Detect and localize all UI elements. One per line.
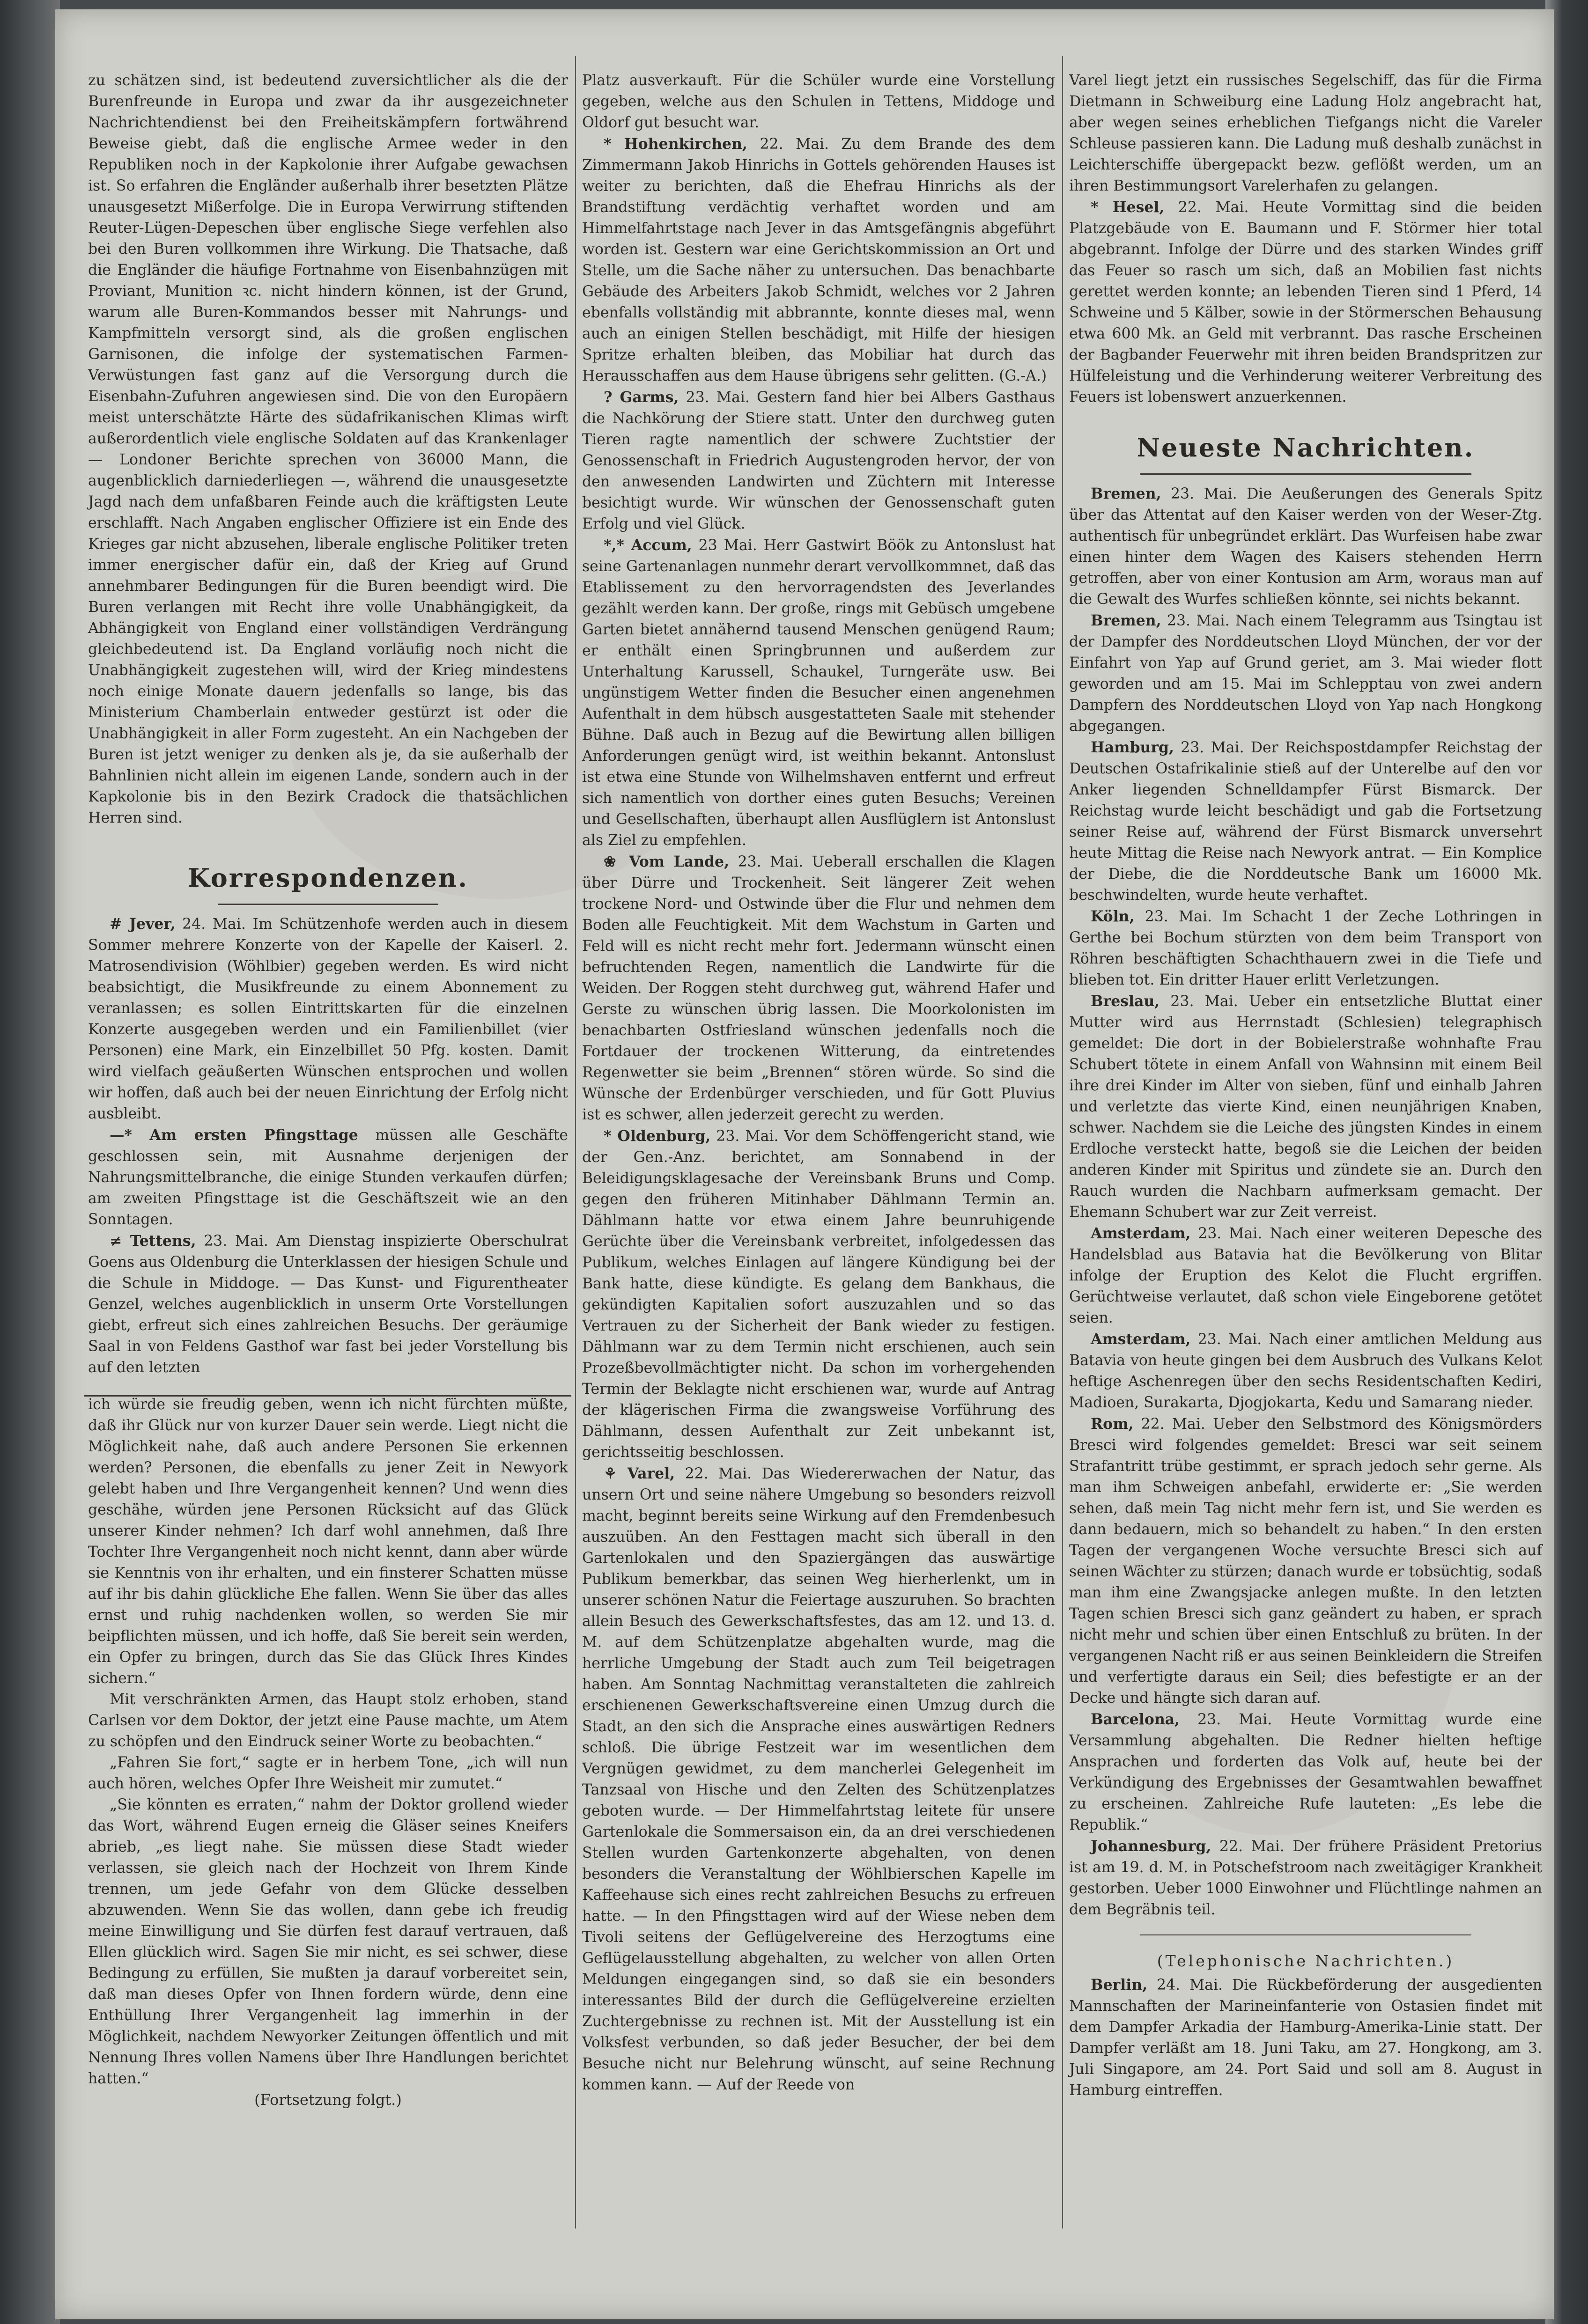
news-item-dateline: Bremen, <box>1091 485 1161 502</box>
news-item <box>582 851 1055 1125</box>
news-item <box>88 913 568 1125</box>
feuilleton-paragraph: Mit verschränkten Armen, das Haupt stolz erhoben, stand Carlsen vor dem Doktor, der jetzt eine Pause machte, um Atem zu schöpfen und den Eindruck seiner Worte zu beobachten.“ <box>88 1691 568 1750</box>
news-item-dateline: ? Garms, <box>604 389 679 406</box>
section-heading-neueste-nachrichten: Neueste Nachrichten. <box>1137 433 1475 463</box>
news-item-dateline: Barcelona, <box>1091 1711 1180 1728</box>
news-item-text: 22. Mai. Zu dem Brande des dem Zimmermann Jakob Hinrichs in Gottels gehörenden Hauses ist weiter zu berichten, daß die Ehefrau Hinrichs als der Brandstiftung verdächtig verhaftet worden und am Himmelfahrtstage nach Jever in das Amtsgefängnis abgeführt worden ist. Gestern war eine Gerichtskommission an Ort und Stelle, um die Sache näher zu untersuchen. Das benachbarte Gebäude des Arbeiters Jakob Schmidt, welches vor 2 Jahren ebenfalls vollständig mit abbrannte, konnte dieses mal, wenn auch an einigen Stellen beschädigt, mit Hilfe der hiesigen Spritze erhalten bleiben, das Mobiliar hat durch das Herausschaffen aus dem Hause übrigens sehr gelitten. (G.-A.) <box>582 136 1056 384</box>
news-item-text: 23. Mai. Am Dienstag inspizierte Oberschulrat Goens aus Oldenburg die Unterklassen der hiesigen Schule und die Schule in Middoge. — Das Kunst- und Figurentheater Genzel, welches augenblicklich in unserm Orte Vorstellungen giebt, erfreut sich eines zahlreichen Besuchs. Der geräumige Saal in von Feldens Gasthof war fast bei jeder Vorstellung bis auf den letzten <box>88 1233 568 1376</box>
news-item-dateline: Bremen, <box>1091 612 1161 629</box>
news-item-dateline: —* Am ersten Pfingsttage <box>110 1126 358 1144</box>
news-item-text: 23. Mai. Der Reichspostdampfer Reichstag der Deutschen Ostafrikalinie stieß auf der Unterelbe auf den vor Anker liegenden Schnelldampfer Fürst Bismarck. Der Reichstag wurde leicht beschädigt und gab die Fortsetzung seiner Reise auf, während der Fürst Bismarck unversehrt heute Mittag die Reise nach Newyork antrat. — Ein Komplice der Diebe, die die Norddeutsche Bank um 16000 Mk. beschwindelten, wurde heute verhaftet. <box>1069 739 1542 904</box>
news-item-dateline: Amsterdam, <box>1091 1331 1191 1348</box>
news-item <box>582 1125 1055 1463</box>
section-heading-telephonische-nachrichten: (Telephonische Nachrichten.) <box>1157 1952 1455 1970</box>
feuilleton-paragraph: ich würde sie freudig geben, wenn ich nicht fürchten müßte, daß ihr Glück nur von kurzer Dauer sein werde. Liegt nicht die Möglichkeit nahe, daß auch andere Personen Sie erkennen werden? Personen, die ebenfalls zu jener Zeit in Newyork gelebt haben und Ihre Vergangenheit kennen? Und wenn dies geschähe, würden jene Personen Rücksicht auf das Glück unserer Kinder nehmen? Ich darf wohl annehmen, daß Ihre Tochter Ihre Vergangenheit noch nicht kennt, dann aber würde sie Kenntnis von ihr erhalten, und ein finsterer Schatten müsse auf ihr bis dahin glückliche Ehe fallen. Wenn Sie über das alles ernst und ruhig nachdenken wollen, so werden Sie mir beipflichten müssen, und ich hoffe, daß Sie bereit sein werden, ein Opfer zu bringen, durch das Sie das Glück Ihres Kindes sichern.“ <box>88 1396 568 1687</box>
news-item-text: 23. Mai. Gestern fand hier bei Albers Gasthaus die Nachkörung der Stiere statt. Unter den durchweg guten Tieren ragte namentlich der schwere Zuchtstier der Genossenschaft in Friedrich Augustengroden hervor, der von den anwesenden Landwirten und Züchtern mit Interesse besichtigt wurde. Wir wünschen der Genossenschaft guten Erfolg und viel Glück. <box>582 389 1055 532</box>
news-item-dateline: Hamburg, <box>1091 739 1174 756</box>
news-item-dateline: Johannesburg, <box>1091 1838 1211 1855</box>
news-item-dateline: * Hesel, <box>1091 199 1165 216</box>
news-item <box>582 70 1055 133</box>
news-item-text: 23. Mai. Nach einer weiteren Depesche des Handelsblad aus Batavia hat die Bevölkerung von Blitar infolge der Eruption des Kelot die Flucht ergriffen. Gerüchtweise verlautet, daß schon viele Eingeborene getötet seien. <box>1069 1225 1542 1326</box>
sub-rule <box>1140 1934 1471 1935</box>
news-item-dateline: # Jever, <box>110 915 176 933</box>
news-item-text: 24. Mai. Die Rückbeförderung der ausgedienten Mannschaften der Marineinfanterie von Ostasien findet mit dem Dampfer Arkadia der Hamburg-Amerika-Linie statt. Der Dampfer verläßt am 18. Juni Taku, am 27. Hongkong, am 3. Juli Singapore, am 24. Port Said und soll am 8. August in Hamburg eintreffen. <box>1069 1977 1542 2099</box>
page-binding-edge <box>0 0 60 2324</box>
news-item <box>1069 610 1542 737</box>
news-item <box>1069 1223 1542 1329</box>
news-item <box>1069 1709 1542 1836</box>
news-item <box>1069 906 1542 991</box>
news-item <box>88 1125 568 1230</box>
news-item-dateline: Rom, <box>1091 1415 1134 1433</box>
feuilleton-paragraph: „Sie könnten es erraten,“ nahm der Doktor grollend wieder das Wort, während Eugen erneig die Gläser seines Kneifers abrieb, „es liegt nahe. Sie müssen diese Stadt wieder verlassen, sie gleich nach der Hochzeit von Ihrem Kinde trennen, um jede Gefahr von dem Glücke desselben abzuwenden. Wenn Sie das wollen, dann gebe ich freudig meine Einwilligung und Sie dürfen fest darauf vertrauen, daß Ellen glücklich wird. Sagen Sie mir nicht, es sei schwer, diese Bedingung zu erfüllen, Sie mußten ja darauf vorbereitet sein, daß man dieses Opfer von Ihnen fordern würde, denn eine Enthüllung Ihrer Vergangenheit lag immerhin in der Möglichkeit, nachdem Newyorker Zeitungen öffentlich und mit Nennung Ihres vollen Namens über Ihre Handlungen berichtet hatten.“ <box>88 1796 568 2087</box>
news-item <box>582 1463 1055 2096</box>
news-item-dateline: *,* Accum, <box>604 537 692 554</box>
news-item-text: 23. Mai. Ueber ein entsetzliche Bluttat einer Mutter wird aus Herrnstadt (Schlesien) telegraphisch gemeldet: Die dort in der Bobielerstraße wohnhafte Frau Schubert tötete in einem Anfall von Wahnsinn mit einem Beil ihre drei Kinder im Alter von sieben, fünf und einhalb Jahren und verletzte das vierte Kind, einen neunjährigen Knaben, schwer. Nachdem sie die Leiche des jüngsten Kindes in einem Erdloche versteckt hatte, begoß sie die Leichen der beiden anderen Kinder mit Spiritus und zündete sie an. Durch den Rauch wurden die Nachbarn aufmerksam gemacht. Der Ehemann Schubert war zur Zeit verreist. <box>1069 993 1542 1221</box>
news-item <box>1069 1413 1542 1709</box>
news-item <box>1069 1974 1542 2101</box>
news-item <box>1069 197 1542 408</box>
news-item-dateline: * Hohenkirchen, <box>604 135 747 153</box>
news-item-text: 23. Mai. Im Schacht 1 der Zeche Lothringen in Gerthe bei Bochum stürzten von dem beim Transport von Röhren beschäftigten Schachthauern zwei in die Tiefe und blieben tot. Ein dritter Hauer erlitt Verletzungen. <box>1069 908 1542 988</box>
news-item-dateline: Breslau, <box>1091 993 1160 1010</box>
news-item <box>1069 737 1542 906</box>
column-3 <box>1069 70 1542 2101</box>
news-item-text: Varel liegt jetzt ein russisches Segelschiff, das für die Firma Dietmann in Schweiburg eine Ladung Holz angebracht hat, aber wegen seines erheblichen Tiefgangs nicht die Vareler Schleuse passieren kann. Die Ladung muß deshalb zunächst in Leichterschiffe übergepackt bezw. geflößt werden, um an ihren Bestimmungsort Varelerhafen zu gelangen. <box>1069 72 1542 194</box>
heading-rule <box>218 904 439 905</box>
news-item-text: 24. Mai. Im Schützenhofe werden auch in diesem Sommer mehrere Konzerte von der Kapelle der Kaiserl. 2. Matrosendivision (Wöhlbier) gegeben werden. Es wird nicht beabsichtigt, die Musikfreunde zu einem Abonnement zu veranlassen; es sollen Eintrittskarten für die einzelnen Konzerte ausgegeben werden und ein Familienbillet (vier Personen) eine Mark, ein Einzelbillet 50 Pfg. kosten. Damit wird vielfach geäußerten Wünschen entsprochen und wollen wir hoffen, daß auch bei der neuen Einrichtung der Erfolg nicht ausbleibt. <box>88 916 569 1122</box>
news-item-text: Platz ausverkauft. Für die Schüler wurde eine Vorstellung gegeben, welche aus den Schulen in Tettens, Middoge und Oldorf gut besucht war. <box>582 72 1055 131</box>
news-item <box>1069 483 1542 610</box>
news-item-dateline: * Oldenburg, <box>604 1127 711 1145</box>
news-item-text: 23. Mai. Nach einer amtlichen Meldung aus Batavia von heute gingen bei dem Ausbruch des Vulkans Kelot heftige Aschenregen über den sechs Residentschaften Kediri, Madioen, Surakarta, Djogjokarta, Kedu und Samarang nieder. <box>1069 1331 1542 1411</box>
news-item-text: 23. Mai. Die Aeußerungen des Generals Spitz über das Attentat auf den Kaiser werden von der Weser-Ztg. authentisch für unbegründet erklärt. Das Wurfeisen habe zwar einen hinter dem Wagen des Kaisers stehenden Herrn getroffen, aber von einer Kontusion am Arm, woraus man auf die Gewalt des Wurfes schließen könnte, sei nichts bekannt. <box>1069 485 1542 608</box>
news-item-text: 23. Mai. Heute Vormittag wurde eine Versammlung abgehalten. Die Redner hielten heftige Ansprachen und forderten das Volk auf, heute bei der Verkündigung des Ergebnisses der Gesamtwahlen bewaffnet zu erscheinen. Zahlreiche Rufe lauteten: „Es lebe die Republik.“ <box>1069 1711 1542 1833</box>
news-item-text: 22. Mai. Heute Vormittag sind die beiden Platzgebäude von E. Baumann und F. Störmer hier total abgebrannt. Infolge der Dürre und des starken Windes griff das Feuer so rasch um sich, daß an Mobilien fast nichts gerettet werden konnte; an lebenden Tieren sind 1 Pferd, 14 Schweine und 5 Kälber, sowie in der Störmerschen Behausung etwa 600 Mk. an Geld mit verbrannt. Das rasche Erscheinen der Bagbander Feuerwehr mit ihren beiden Brandspritzen zur Hülfeleistung und die Verhinderung weiterer Verbreitung des Feuers ist lobenswert anzuerkennen. <box>1069 199 1543 405</box>
news-item <box>1069 70 1542 197</box>
column-rule <box>575 56 576 2228</box>
news-item <box>582 535 1055 851</box>
article-buren: zu schätzen sind, ist bedeutend zuversichtlicher als die der Burenfreunde in Europa und zwar da ihr ausgezeichneter Nachrichtendienst bei den Freiheitskämpfern fortwährend Beweise giebt, daß die englische Armee weder in den Republiken noch in der Kapkolonie ihrer Aufgabe gewachsen ist. So erfahren die Engländer außerhalb ihrer besetzten Plätze unausgesetzt Mißerfolge. Die in Europa Verwirrung stiftenden Reuter-Lügen-Depeschen über englische Siege verfehlen also bei den Buren vollkommen ihre Wirkung. Die Thatsache, daß die Engländer die häufige Fortnahme von Eisenbahnzügen mit Proviant, Munition ꝛc. nicht hindern können, ist der Grund, warum alle Buren-Kommandos besser mit Nahrungs- und Kampfmitteln versorgt sind, als die großen englischen Garnisonen, die infolge der systematischen Farmen-Verwüstungen fast ganz auf die Versorgung durch die Eisenbahn-Zufuhren angewiesen sind. Die von den Europäern meist unterschätzte Härte des südafrikanischen Klimas wirft außerordentlich viele englische Soldaten auf das Krankenlager — Londoner Berichte sprechen von 36000 Mann, die augenblicklich darniederliegen —, während die unausgesetzte Jagd nach dem unfaßbaren Feinde auch die kräftigsten Leute erschlafft. Nach Angaben englischer Offiziere ist ein Ende des Krieges gar nicht abzusehen, liberale englische Politiker treten immer energischer dafür ein, daß der Krieg auf Grund annehmbarer Bedingungen für die Buren beendigt wird. Die Buren verlangen mit Recht ihre volle Unabhängigkeit, da Abhängigkeit von England einer vollständigen Verdrängung gleichbedeutend ist. Da England vorläufig noch nicht die Unabhängigkeit zugestehen will, wird der Krieg mindestens noch einige Monate dauern jedenfalls so lange, bis das Ministerium Chamberlain entweder gestürzt ist oder die Unabhängigkeit in aller Form zugesteht. An ein Nachgeben der Buren ist jetzt weniger zu denken als je, da sie außerhalb der Bahnlinien nicht allein im eigenen Lande, sondern auch in der Kapkolonie bis in den Bezirk Cradock die thatsächlichen Herren sind. <box>88 72 568 826</box>
column-2 <box>582 70 1055 2096</box>
news-item-dateline: ⚘ Varel, <box>604 1465 675 1482</box>
news-item-text: 23 Mai. Herr Gastwirt Böök zu Antonslust hat seine Gartenanlagen nunmehr derart vervollkommnet, daß das Etablissement zu den hervorragendsten des Jeverlandes gezählt werden kann. Der große, rings mit Gebüsch umgebene Garten bietet annähernd tausend Menschen genügend Raum; er enthält einen Springbrunnen und außerdem zur Unterhaltung Karussell, Schaukel, Turngeräte usw. Bei ungünstigem Wetter finden die Besucher einen angenehmen Aufenthalt in dem hübsch ausgestatteten Saale mit stehender Bühne. Daß auch in Bezug auf die Bewirtung allen billigen Anforderungen genügt wird, ist weithin bekannt. Antonslust ist etwa eine Stunde von Wilhelmshaven entfernt und erfreut sich namentlich von dorther eines guten Besuchs; Vereinen und Gesellschaften, überhaupt allen Ausflüglern ist Antonslust als Ziel zu empfehlen. <box>582 537 1055 849</box>
news-item-text: müssen alle Geschäfte geschlossen sein, mit Ausnahme derjenigen der Nahrungsmittelbranche, die einige Stunden verkaufen dürfen; am zweiten Pfingsttage ist die Geschäftszeit wie an den Sonntagen. <box>88 1127 568 1228</box>
news-item-text: 22. Mai. Der frühere Präsident Pretorius ist am 19. d. M. in Potschefstroom nach zweitägiger Krankheit gestorben. Ueber 1000 Einwohner und Flüchtlinge nahmen an dem Begräbnis teil. <box>1069 1838 1542 1918</box>
column-1 <box>88 70 568 2111</box>
news-item <box>1069 991 1542 1223</box>
continuation-note: (Fortsetzung folgt.) <box>254 2091 402 2109</box>
news-item <box>88 1230 568 1378</box>
news-item-dateline: ❀ Vom Lande, <box>604 853 730 870</box>
news-item-text: 23. Mai. Vor dem Schöffengericht stand, wie der Gen.-Anz. berichtet, am Sonnabend in der Beleidigungsklagesache der Vereinsbank Bruns und Comp. gegen den früheren Mitinhaber Dählmann Termin an. Dählmann hatte vor etwa einem Jahre beunruhigende Gerüchte über die Vereinsbank verbreitet, infolgedessen das Publikum, welches Einlagen auf längere Kündigung bei der Bank hatte, diese kündigte. Es gelang dem Bankhaus, die gekündigten Kapitalien sofort auszuzahlen und so das Vertrauen zu der Sicherheit der Bank wieder zu festigen. Dählmann war zu dem Termin nicht erschienen, auch sein Prozeßbevollmächtigter nicht. Da schon im vorhergehenden Termin der Beklagte nicht erschienen war, wurde auf Antrag der klägerischen Firma die zwangsweise Vorführung des Dählmann, dessen Aufenthalt zur Zeit unbekannt ist, gerichtsseitig beschlossen. <box>582 1128 1055 1461</box>
feuilleton-paragraph: „Fahren Sie fort,“ sagte er in herbem Tone, „ich will nun auch hören, welches Opfer Ihre Weisheit mir zumutet.“ <box>88 1754 568 1792</box>
column-rule <box>1062 56 1063 2228</box>
news-item-dateline: Köln, <box>1091 908 1135 925</box>
news-item-text: 22. Mai. Ueber den Selbstmord des Königsmörders Bresci wird folgendes gemeldet: Bresci war seit seinem Strafantritt trübe gestimmt, er sprach jedoch sehr gerne. Als man ihm Schweigen anbefahl, erwiderte er: „Sie werden sehen, daß mein Tag nicht mehr fern ist, und Sie werden es dann bedauern, mich so behandelt zu haben.“ In den ersten Tagen der vergangenen Woche versuchte Bresci sich auf seinen Wächter zu stürzen; danach wurde er tobsüchtig, sodaß man ihm eine Zwangsjacke anlegen mußte. In den letzten Tagen schien Bresci sich ganz geändert zu haben, er sprach nicht mehr und schien über einen Entschluß zu brüten. In der vergangenen Nacht riß er aus seinen Beinkleidern die Streifen und verfertigte daraus ein Seil; dies befestigte er an der Decke und hängte sich daran auf. <box>1069 1416 1542 1706</box>
heading-rule <box>1140 473 1471 475</box>
news-item-text: 23. Mai. Nach einem Telegramm aus Tsingtau ist der Dampfer des Norddeutschen Lloyd München, der vor der Einfahrt von Yap auf Grund geriet, am 3. Mai wieder flott geworden und am 15. Mai im Schlepptau von zwei andern Dampfern des Norddeutschen Lloyd von Yap nach Hongkong abgegangen. <box>1069 612 1542 735</box>
news-item <box>582 387 1055 535</box>
section-heading-korrespondenzen: Korrespondenzen. <box>188 863 468 893</box>
news-item <box>582 133 1055 387</box>
news-item-text: 23. Mai. Ueberall erschallen die Klagen über Dürre und Trockenheit. Seit längerer Zeit wehen trockene Nord- und Ostwinde über die Flur und nehmen dem Boden alle Feuchtigkeit. Mit dem Wachstum in Garten und Feld will es nicht recht mehr fort. Jedermann wünscht einen befruchtenden Regen, namentlich die Landwirte für die Weiden. Der Roggen steht durchweg gut, während Hafer und Gerste zu wünschen übrig lassen. Die Moorkolonisten im benachbarten Ostfriesland wünschen jedenfalls noch die Fortdauer der trockenen Witterung, da eintretendes Regenwetter sie beim „Brennen“ stören würde. So sind die Wünsche der Erdenbürger verschieden, und für Gott Pluvius ist es schwer, allen jederzeit gerecht zu werden. <box>582 853 1055 1123</box>
news-item <box>1069 1836 1542 1920</box>
news-item-dateline: ≠ Tettens, <box>110 1232 196 1250</box>
news-item-dateline: Amsterdam, <box>1091 1225 1191 1242</box>
news-item-text: 22. Mai. Das Wiedererwachen der Natur, das unsern Ort und seine nähere Umgebung so besonders reizvoll macht, beginnt bereits seine Wirkung auf den Fremdenbesuch auszuüben. An den Festtagen macht sich überall in den Gartenlokalen und den Spaziergängen das auswärtige Publikum bemerkbar, das seinen Weg hierherlenkt, um in unserer schönen Natur die Feiertage auszuruhen. So brachten allein Besuch des Gewerkschaftsfestes, das am 12. und 13. d. M. auf dem Schützenplatze abgehalten wurde, mag die herrliche Umgebung der Stadt auch zum Teil beigetragen haben. Am Sonntag Nachmittag veranstalteten die zahlreich erschienenen Gewerkschaftsvereine einen Umzug durch die Stadt, an den sich die Ansprache eines auswärtigen Redners schloß. Die übrige Festzeit war im wesentlichen dem Vergnügen gewidmet, zu dem mancherlei Gelegenheit im Tanzsaal von Hische und den Zelten des Schützenplatzes geboten wurde. — Der Himmelfahrtstag leitete für unsere Gartenlokale die Sommersaison ein, da an drei verschiedenen Stellen wurden Gartenkonzerte abgehalten, von denen besonders die Veranstaltung der Wöhlbierschen Kapelle im Kaffeehause sich eines recht zahlreichen Besuchs zu erfreuen hatte. — In den Pfingsttagen wird auf der Wiese neben dem Tivoli seitens der Geflügelvereine des Herzogtums eine Geflügelausstellung abgehalten, zu welcher von allen Orten Meldungen eingegangen sind, so daß sie ein besonders interessantes Bild der durch die Geflügelvereine erzielten Zuchtergebnisse zu rechnen ist. Mit der Ausstellung ist ein Volksfest verbunden, so daß jeder Besucher, der bei dem Besuche nicht nur Belehrung wünscht, auf seine Rechnung kommen kann. — Auf der Reede von <box>582 1465 1055 2093</box>
news-item-dateline: Berlin, <box>1091 1976 1148 1993</box>
news-item <box>1069 1329 1542 1413</box>
spacer <box>88 1378 568 1394</box>
